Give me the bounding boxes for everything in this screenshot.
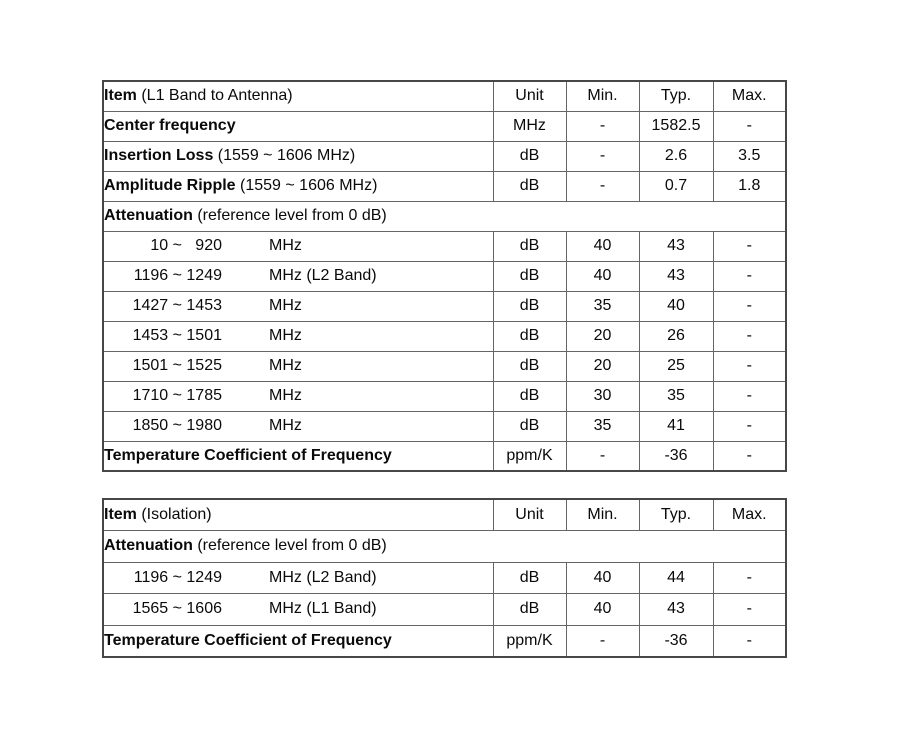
freq-row — [103, 321, 786, 351]
typ-cell: 43 — [639, 261, 713, 291]
l1-band-to-antenna-table — [102, 80, 787, 472]
header-item-label: Item — [104, 87, 137, 105]
freq-unit-label: MHz (L2 Band) — [269, 267, 377, 284]
typ-cell: 44 — [639, 562, 713, 594]
freq-row — [103, 261, 786, 291]
freq-row — [103, 381, 786, 411]
freq-range: 1453 ~ 1501 — [132, 327, 222, 344]
min-cell: - — [566, 625, 639, 657]
item-cell — [103, 321, 493, 351]
typ-cell: 43 — [639, 231, 713, 261]
freq-row — [103, 562, 786, 594]
unit-cell: MHz — [493, 111, 566, 141]
unit-cell: dB — [493, 381, 566, 411]
min-cell: 40 — [566, 594, 639, 626]
item-cell — [103, 411, 493, 441]
freq-range: 1710 ~ 1785 — [132, 387, 222, 404]
freq-range: 1196 ~ 1249 — [133, 267, 222, 284]
unit-cell: dB — [493, 594, 566, 626]
header-row — [103, 499, 786, 531]
min-cell: 35 — [566, 411, 639, 441]
spec-row-center-frequency — [103, 111, 786, 141]
unit-cell: dB — [493, 291, 566, 321]
isolation-table — [102, 498, 787, 658]
typ-cell: 0.7 — [639, 171, 713, 201]
header-unit: Unit — [493, 499, 566, 531]
header-item-note: (Isolation) — [136, 506, 212, 523]
section-cell — [103, 201, 786, 231]
header-typ: Typ. — [639, 81, 713, 111]
header-max: Max. — [713, 81, 786, 111]
unit-cell: ppm/K — [493, 625, 566, 657]
item-cell — [103, 381, 493, 411]
freq-row — [103, 291, 786, 321]
max-cell: - — [713, 231, 786, 261]
max-cell: - — [713, 441, 786, 471]
item-cell — [103, 261, 493, 291]
header-unit: Unit — [493, 81, 566, 111]
min-cell: 30 — [566, 381, 639, 411]
min-cell: 40 — [566, 562, 639, 594]
min-cell: 20 — [566, 321, 639, 351]
item-cell — [103, 441, 493, 471]
freq-row — [103, 231, 786, 261]
unit-cell: dB — [493, 351, 566, 381]
item-label: Amplitude Ripple — [104, 177, 236, 194]
item-cell — [103, 141, 493, 171]
max-cell: - — [713, 562, 786, 594]
item-cell — [103, 562, 493, 594]
max-cell: - — [713, 625, 786, 657]
item-label: Temperature Coefficient of Frequency — [104, 446, 392, 464]
section-note: (reference level from 0 dB) — [192, 537, 387, 555]
item-cell — [103, 291, 493, 321]
typ-cell: 35 — [639, 381, 713, 411]
typ-cell: 40 — [639, 291, 713, 321]
freq-range: 1427 ~ 1453 — [132, 297, 222, 314]
item-cell — [103, 594, 493, 626]
item-label: Temperature Coefficient of Frequency — [104, 631, 392, 649]
unit-cell: dB — [493, 231, 566, 261]
min-cell: - — [566, 441, 639, 471]
typ-cell: 2.6 — [639, 141, 713, 171]
min-cell: 40 — [566, 261, 639, 291]
freq-unit-label: MHz (L2 Band) — [269, 568, 377, 586]
spec-row-amplitude-ripple — [103, 171, 786, 201]
freq-unit-label: MHz — [269, 417, 302, 434]
item-cell — [103, 111, 493, 141]
spec-row-insertion-loss — [103, 141, 786, 171]
min-cell: - — [566, 111, 639, 141]
spec-row-temp-coefficient — [103, 625, 786, 657]
item-cell — [103, 231, 493, 261]
section-cell — [103, 531, 786, 563]
max-cell: - — [713, 111, 786, 141]
item-cell — [103, 351, 493, 381]
freq-row — [103, 411, 786, 441]
header-item-cell — [103, 499, 493, 531]
freq-row — [103, 351, 786, 381]
header-item-note: (L1 Band to Antenna) — [136, 87, 293, 105]
section-label: Attenuation — [104, 207, 193, 224]
freq-unit-label: MHz — [269, 297, 302, 314]
item-note: (1559 ~ 1606 MHz) — [213, 147, 356, 164]
header-row — [103, 81, 786, 111]
typ-cell: 41 — [639, 411, 713, 441]
max-cell: - — [713, 321, 786, 351]
min-cell: - — [566, 141, 639, 171]
section-note: (reference level from 0 dB) — [192, 207, 387, 224]
unit-cell: ppm/K — [493, 441, 566, 471]
typ-cell: -36 — [639, 625, 713, 657]
freq-unit-label: MHz — [269, 327, 302, 344]
max-cell: - — [713, 351, 786, 381]
unit-cell: dB — [493, 411, 566, 441]
header-item-label: Item — [104, 506, 137, 523]
section-row-attenuation — [103, 201, 786, 231]
typ-cell: 1582.5 — [639, 111, 713, 141]
unit-cell: dB — [493, 562, 566, 594]
header-max: Max. — [713, 499, 786, 531]
freq-range: 1850 ~ 1980 — [132, 417, 222, 434]
max-cell: - — [713, 411, 786, 441]
freq-range: 1501 ~ 1525 — [132, 357, 222, 374]
item-label: Insertion Loss — [104, 147, 214, 164]
typ-cell: 43 — [639, 594, 713, 626]
spec-row-temp-coefficient — [103, 441, 786, 471]
min-cell: 35 — [566, 291, 639, 321]
item-label: Center frequency — [104, 117, 236, 134]
item-note: (1559 ~ 1606 MHz) — [235, 177, 378, 194]
freq-range: 1196 ~ 1249 — [133, 568, 222, 586]
item-cell — [103, 625, 493, 657]
typ-cell: 26 — [639, 321, 713, 351]
typ-cell: 25 — [639, 351, 713, 381]
unit-cell: dB — [493, 171, 566, 201]
max-cell: 1.8 — [713, 171, 786, 201]
max-cell: - — [713, 261, 786, 291]
header-min: Min. — [566, 499, 639, 531]
unit-cell: dB — [493, 141, 566, 171]
item-cell — [103, 171, 493, 201]
freq-range: 1565 ~ 1606 — [132, 600, 222, 618]
header-min: Min. — [566, 81, 639, 111]
unit-cell: dB — [493, 321, 566, 351]
freq-unit-label: MHz — [269, 387, 302, 404]
section-label: Attenuation — [104, 537, 193, 555]
min-cell: 20 — [566, 351, 639, 381]
header-typ: Typ. — [639, 499, 713, 531]
freq-unit-label: MHz — [269, 237, 302, 254]
freq-unit-label: MHz (L1 Band) — [269, 600, 377, 618]
max-cell: - — [713, 381, 786, 411]
min-cell: - — [566, 171, 639, 201]
freq-row — [103, 594, 786, 626]
max-cell: - — [713, 291, 786, 321]
min-cell: 40 — [566, 231, 639, 261]
unit-cell: dB — [493, 261, 566, 291]
max-cell: 3.5 — [713, 141, 786, 171]
freq-range: 10 ~ 920 — [150, 237, 222, 254]
freq-unit-label: MHz — [269, 357, 302, 374]
header-item-cell — [103, 81, 493, 111]
max-cell: - — [713, 594, 786, 626]
section-row-attenuation — [103, 531, 786, 563]
typ-cell: -36 — [639, 441, 713, 471]
